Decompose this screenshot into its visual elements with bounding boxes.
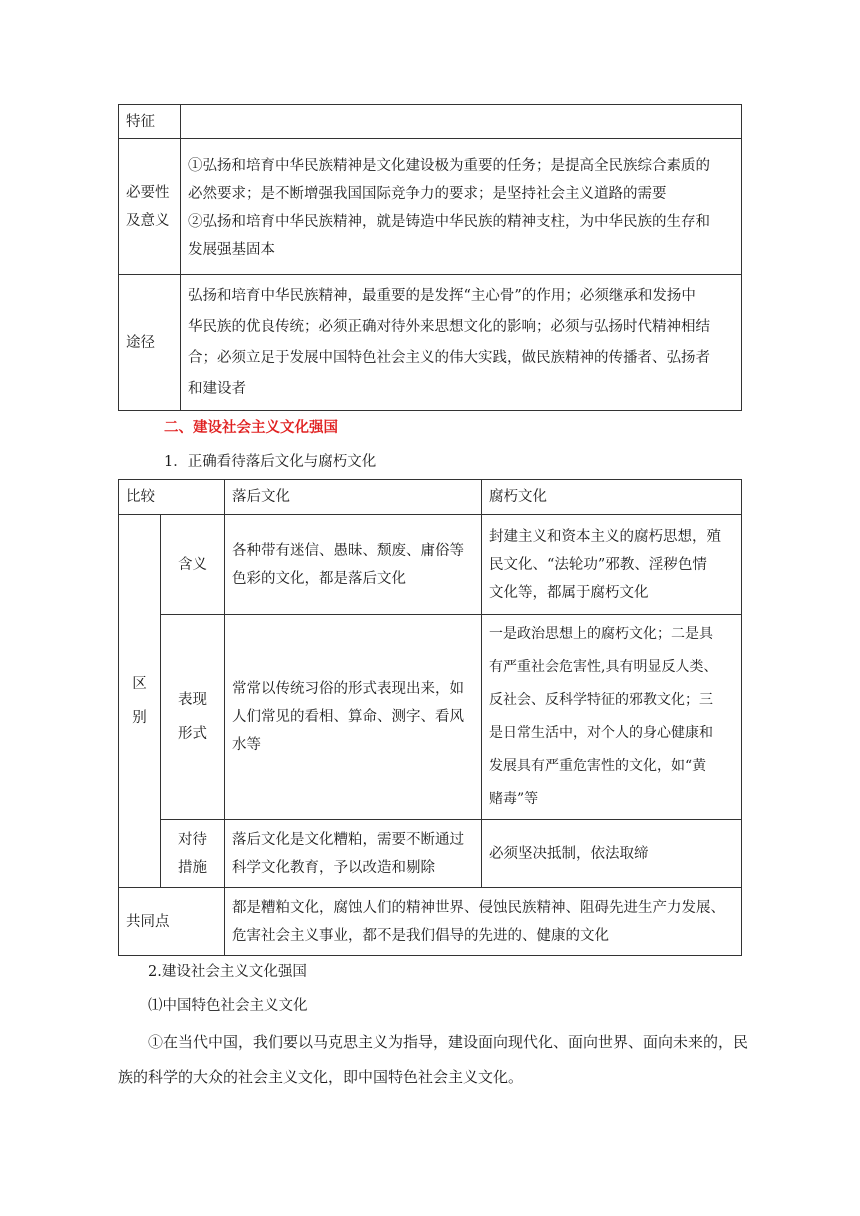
text-line: 落后文化是文化糟粕，需要不断通过 xyxy=(232,831,464,848)
text-line: 华民族的优良传统；必须正确对待外来思想文化的影响；必须与弘扬时代精神相结 xyxy=(188,318,710,335)
text-line: 赌毒”等 xyxy=(489,791,539,807)
table-header-row xyxy=(119,480,742,515)
text-line: 发展强基固本 xyxy=(188,241,275,258)
text-line: 科学文化教育，予以改造和剔除 xyxy=(232,859,435,876)
header-backward-culture: 落后文化 xyxy=(225,480,482,515)
row-label xyxy=(119,139,181,275)
label-line: 别 xyxy=(132,710,147,726)
cell xyxy=(482,515,742,615)
text-line: ②弘扬和培育中华民族精神，就是铸造中华民族的精神支柱，为中华民族的生存和 xyxy=(188,213,710,230)
row-content xyxy=(181,105,742,139)
label-line: 表现 xyxy=(178,692,207,708)
table-row xyxy=(119,515,742,615)
table-row xyxy=(119,275,742,411)
text-line: 一是政治思想上的腐朽文化；二是具 xyxy=(489,626,713,642)
label-line: 形式 xyxy=(178,726,207,742)
cell xyxy=(482,615,742,820)
cell xyxy=(225,615,482,820)
body-paragraph: ①在当代中国，我们要以马克思主义为指导，建设面向现代化、面向世界、面向未来的，民族的科学的大众的社会主义文化，即中国特色社会主义文化。 xyxy=(118,1033,749,1086)
subheading: ⑴中国特色社会主义文化 xyxy=(148,998,308,1014)
label-line: 区 xyxy=(132,676,147,692)
row-content xyxy=(181,139,742,275)
label-line: 及意义 xyxy=(126,212,170,229)
text-line: 和建设者 xyxy=(188,380,246,397)
spirit-table xyxy=(118,104,742,411)
table-row xyxy=(119,888,742,956)
row-label: 含义 xyxy=(161,515,225,615)
text-line: 发展具有严重危害性的文化，如“黄 xyxy=(489,758,707,774)
header-decadent-culture: 腐朽文化 xyxy=(482,480,742,515)
row-label: 共同点 xyxy=(119,888,225,956)
text-line: 弘扬和培育中华民族精神，最重要的是发挥“主心骨”的作用；必须继承和发扬中 xyxy=(188,287,696,304)
row-content xyxy=(181,275,742,411)
table-row xyxy=(119,820,742,888)
cell xyxy=(225,820,482,888)
label-line: 对待 xyxy=(178,831,207,848)
culture-comparison-table xyxy=(118,479,742,956)
table-row xyxy=(119,615,742,820)
text-line: 危害社会主义事业，都不是我们倡导的先进的、健康的文化 xyxy=(232,927,609,944)
text-line: 人们常见的看相、算命、测字、看风 xyxy=(232,709,464,725)
text-line: 反社会、反科学特征的邪教文化；三 xyxy=(489,692,713,708)
cell xyxy=(225,515,482,615)
cell xyxy=(225,888,742,956)
text-line: 各种带有迷信、愚昧、颓废、庸俗等 xyxy=(232,542,464,559)
text-line: 水等 xyxy=(232,737,261,753)
group-label xyxy=(119,515,161,888)
label-line: 必要性 xyxy=(126,184,170,201)
subheading: 1．正确看待落后文化与腐朽文化 xyxy=(164,454,377,470)
text-line: 必然要求；是不断增强我国国际竞争力的要求；是坚持社会主义道路的需要 xyxy=(188,185,667,202)
subheading: 2.建设社会主义文化强国 xyxy=(148,964,307,980)
text-line: 有严重社会危害性,具有明显反人类、 xyxy=(489,659,718,675)
text-line: ①弘扬和培育中华民族精神是文化建设极为重要的任务；是提高全民族综合素质的 xyxy=(188,157,710,174)
header-compare: 比较 xyxy=(119,480,225,515)
table-row xyxy=(119,105,742,139)
label-line: 措施 xyxy=(178,859,207,876)
text-line: 常常以传统习俗的形式表现出来，如 xyxy=(232,681,464,697)
text-line: 民文化、“法轮功”邪教、淫秽色情 xyxy=(489,556,707,573)
text-line: 是日常生活中，对个人的身心健康和 xyxy=(489,725,713,741)
row-label xyxy=(161,615,225,820)
text-line: 文化等，都属于腐朽文化 xyxy=(489,584,649,601)
cell xyxy=(482,820,742,888)
text-line: 色彩的文化，都是落后文化 xyxy=(232,570,406,587)
row-label xyxy=(161,820,225,888)
table-row xyxy=(119,139,742,275)
row-label: 途径 xyxy=(119,275,181,411)
text-line: 合；必须立足于发展中国特色社会主义的伟大实践，做民族精神的传播者、弘扬者 xyxy=(188,349,710,366)
text-line: 封建主义和资本主义的腐朽思想，殖 xyxy=(489,528,721,545)
text-line: 必须坚决抵制，依法取缔 xyxy=(489,845,649,862)
text-line: 都是糟粕文化，腐蚀人们的精神世界、侵蚀民族精神、阻碍先进生产力发展、 xyxy=(232,899,725,916)
section-heading: 二、建设社会主义文化强国 xyxy=(164,420,338,436)
row-label: 特征 xyxy=(119,105,181,139)
